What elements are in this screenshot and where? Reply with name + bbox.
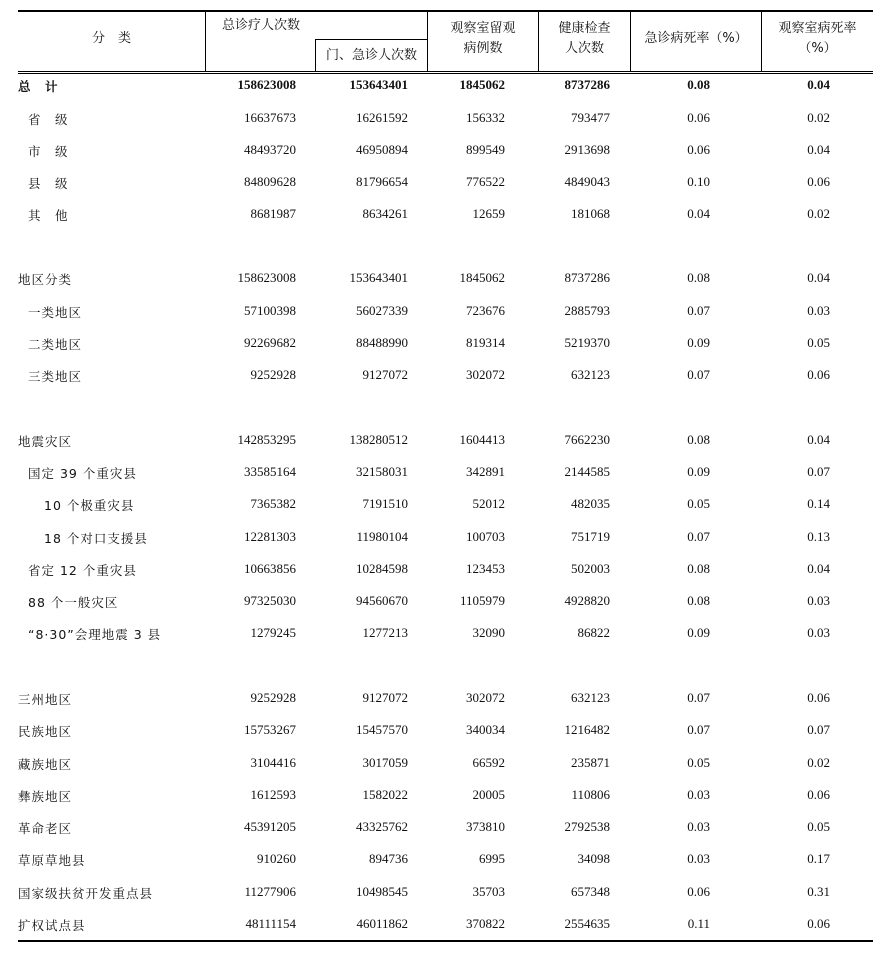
cell-total-visits: 92269682 xyxy=(244,335,296,350)
cell-outpatient-emergency: 16261592 xyxy=(356,110,408,125)
row-label: 18 个对口支援县 xyxy=(44,531,148,546)
row-label: 地区分类 xyxy=(18,272,73,287)
cell-emergency-mortality: 0.06 xyxy=(687,142,710,157)
table-row xyxy=(18,108,873,130)
cell-health-check: 8737286 xyxy=(564,270,610,285)
cell-observation-cases: 302072 xyxy=(466,367,505,382)
cell-emergency-mortality: 0.08 xyxy=(687,561,710,576)
cell-observation-cases: 723676 xyxy=(466,303,505,318)
header-observation-cases-line1: 观察室留观 xyxy=(450,21,516,36)
table-row xyxy=(18,623,873,645)
table-row xyxy=(18,365,873,387)
cell-outpatient-emergency: 138280512 xyxy=(349,432,408,447)
table-row xyxy=(18,172,873,194)
cell-total-visits: 910260 xyxy=(257,851,296,866)
cell-observation-mortality: 0.02 xyxy=(807,110,830,125)
cell-outpatient-emergency: 1582022 xyxy=(362,787,408,802)
table-row xyxy=(18,688,873,710)
cell-outpatient-emergency: 153643401 xyxy=(349,270,408,285)
cell-observation-mortality: 0.06 xyxy=(807,690,830,705)
cell-observation-mortality: 0.03 xyxy=(807,303,830,318)
row-label: 革命老区 xyxy=(18,821,73,836)
row-label: 草原草地县 xyxy=(18,853,86,868)
table-row xyxy=(18,559,873,581)
header-emergency-mortality: 急诊病死率（%） xyxy=(644,31,748,46)
table-row xyxy=(18,140,873,162)
cell-outpatient-emergency: 10284598 xyxy=(356,561,408,576)
header-bottom-rule-2 xyxy=(18,73,873,74)
cell-emergency-mortality: 0.09 xyxy=(687,335,710,350)
cell-observation-cases: 32090 xyxy=(472,625,505,640)
cell-health-check: 5219370 xyxy=(564,335,610,350)
cell-observation-cases: 302072 xyxy=(466,690,505,705)
row-label: 88 个一般灾区 xyxy=(28,595,119,610)
cell-emergency-mortality: 0.03 xyxy=(687,787,710,802)
row-label: 三类地区 xyxy=(28,369,83,384)
row-label: 县 级 xyxy=(28,176,69,191)
cell-outpatient-emergency: 9127072 xyxy=(362,690,408,705)
header-observation-mortality-line2: （%） xyxy=(798,41,837,56)
table-row xyxy=(18,753,873,775)
cell-total-visits: 158623008 xyxy=(237,77,296,92)
cell-emergency-mortality: 0.09 xyxy=(687,464,710,479)
cell-emergency-mortality: 0.07 xyxy=(687,690,710,705)
cell-outpatient-emergency: 3017059 xyxy=(362,755,408,770)
cell-observation-cases: 1105979 xyxy=(459,593,505,608)
cell-outpatient-emergency: 43325762 xyxy=(356,819,408,834)
row-label: 藏族地区 xyxy=(18,757,73,772)
row-label: 10 个极重灾县 xyxy=(44,498,135,513)
row-label: 二类地区 xyxy=(28,337,83,352)
cell-health-check: 2913698 xyxy=(564,142,610,157)
cell-outpatient-emergency: 46950894 xyxy=(356,142,408,157)
top-rule xyxy=(18,10,873,12)
cell-observation-mortality: 0.02 xyxy=(807,755,830,770)
cell-outpatient-emergency: 46011862 xyxy=(356,916,408,931)
cell-emergency-mortality: 0.03 xyxy=(687,819,710,834)
bottom-rule xyxy=(18,940,873,942)
row-label: 总 计 xyxy=(18,79,59,94)
cell-observation-mortality: 0.06 xyxy=(807,787,830,802)
header-subline xyxy=(315,39,427,40)
cell-total-visits: 97325030 xyxy=(244,593,296,608)
cell-observation-mortality: 0.17 xyxy=(807,851,830,866)
cell-observation-mortality: 0.06 xyxy=(807,174,830,189)
cell-observation-mortality: 0.06 xyxy=(807,916,830,931)
cell-outpatient-emergency: 9127072 xyxy=(362,367,408,382)
table-row xyxy=(18,882,873,904)
cell-emergency-mortality: 0.08 xyxy=(687,270,710,285)
cell-health-check: 4928820 xyxy=(564,593,610,608)
header-observation-mortality-line1: 观察室病死率 xyxy=(778,21,857,36)
cell-observation-mortality: 0.07 xyxy=(807,464,830,479)
cell-total-visits: 158623008 xyxy=(237,270,296,285)
cell-observation-cases: 20005 xyxy=(472,787,505,802)
cell-health-check: 34098 xyxy=(577,851,610,866)
cell-health-check: 181068 xyxy=(571,206,610,221)
cell-total-visits: 12281303 xyxy=(244,529,296,544)
cell-observation-cases: 819314 xyxy=(466,335,505,350)
cell-health-check: 110806 xyxy=(571,787,610,802)
cell-emergency-mortality: 0.08 xyxy=(687,432,710,447)
row-label: “8·30”会理地震 3 县 xyxy=(28,627,162,642)
cell-total-visits: 9252928 xyxy=(250,690,296,705)
table-row xyxy=(18,75,873,97)
cell-emergency-mortality: 0.03 xyxy=(687,851,710,866)
cell-health-check: 1216482 xyxy=(564,722,610,737)
cell-emergency-mortality: 0.09 xyxy=(687,625,710,640)
cell-observation-mortality: 0.05 xyxy=(807,335,830,350)
cell-emergency-mortality: 0.07 xyxy=(687,722,710,737)
cell-observation-mortality: 0.04 xyxy=(807,432,830,447)
header-total-visits: 总诊疗人次数 xyxy=(221,18,300,33)
cell-health-check: 751719 xyxy=(571,529,610,544)
cell-observation-mortality: 0.31 xyxy=(807,884,830,899)
cell-observation-cases: 340034 xyxy=(466,722,505,737)
cell-observation-mortality: 0.03 xyxy=(807,593,830,608)
cell-health-check: 2792538 xyxy=(564,819,610,834)
cell-observation-mortality: 0.04 xyxy=(807,270,830,285)
cell-outpatient-emergency: 94560670 xyxy=(356,593,408,608)
cell-observation-cases: 370822 xyxy=(466,916,505,931)
cell-total-visits: 45391205 xyxy=(244,819,296,834)
header-health-check-line2: 人次数 xyxy=(564,41,604,56)
cell-emergency-mortality: 0.06 xyxy=(687,884,710,899)
row-label: 国家级扶贫开发重点县 xyxy=(18,886,154,901)
cell-observation-cases: 1604413 xyxy=(459,432,505,447)
cell-total-visits: 84809628 xyxy=(244,174,296,189)
cell-health-check: 793477 xyxy=(571,110,610,125)
cell-total-visits: 10663856 xyxy=(244,561,296,576)
row-label: 扩权试点县 xyxy=(18,918,86,933)
cell-emergency-mortality: 0.07 xyxy=(687,529,710,544)
row-label: 省定 12 个重灾县 xyxy=(28,563,137,578)
header-bottom-rule xyxy=(18,71,873,72)
cell-emergency-mortality: 0.05 xyxy=(687,496,710,511)
cell-total-visits: 15753267 xyxy=(244,722,296,737)
cell-health-check: 2554635 xyxy=(564,916,610,931)
table-row xyxy=(18,527,873,549)
cell-outpatient-emergency: 11980104 xyxy=(356,529,408,544)
cell-observation-mortality: 0.03 xyxy=(807,625,830,640)
cell-outpatient-emergency: 894736 xyxy=(369,851,408,866)
cell-emergency-mortality: 0.11 xyxy=(687,916,710,931)
cell-total-visits: 11277906 xyxy=(244,884,296,899)
cell-total-visits: 1612593 xyxy=(250,787,296,802)
cell-emergency-mortality: 0.07 xyxy=(687,303,710,318)
cell-observation-mortality: 0.04 xyxy=(807,142,830,157)
cell-total-visits: 7365382 xyxy=(250,496,296,511)
table-row xyxy=(18,268,873,290)
cell-outpatient-emergency: 32158031 xyxy=(356,464,408,479)
cell-outpatient-emergency: 10498545 xyxy=(356,884,408,899)
cell-outpatient-emergency: 8634261 xyxy=(362,206,408,221)
cell-observation-cases: 100703 xyxy=(466,529,505,544)
cell-emergency-mortality: 0.04 xyxy=(687,206,710,221)
cell-outpatient-emergency: 81796654 xyxy=(356,174,408,189)
cell-health-check: 632123 xyxy=(571,690,610,705)
cell-observation-mortality: 0.02 xyxy=(807,206,830,221)
cell-emergency-mortality: 0.08 xyxy=(687,77,710,92)
row-label: 三州地区 xyxy=(18,692,73,707)
row-label: 省 级 xyxy=(28,112,69,127)
cell-observation-cases: 342891 xyxy=(466,464,505,479)
cell-total-visits: 1279245 xyxy=(250,625,296,640)
cell-outpatient-emergency: 153643401 xyxy=(349,77,408,92)
cell-health-check: 632123 xyxy=(571,367,610,382)
cell-emergency-mortality: 0.08 xyxy=(687,593,710,608)
table-row xyxy=(18,720,873,742)
cell-outpatient-emergency: 88488990 xyxy=(356,335,408,350)
table-row xyxy=(18,333,873,355)
cell-total-visits: 16637673 xyxy=(244,110,296,125)
row-label: 一类地区 xyxy=(28,305,83,320)
cell-observation-mortality: 0.07 xyxy=(807,722,830,737)
cell-health-check: 86822 xyxy=(577,625,610,640)
cell-observation-cases: 156332 xyxy=(466,110,505,125)
row-label: 地震灾区 xyxy=(18,434,73,449)
table-row xyxy=(18,430,873,452)
row-label: 彝族地区 xyxy=(18,789,73,804)
cell-observation-cases: 1845062 xyxy=(459,77,505,92)
table-row xyxy=(18,591,873,613)
header-observation-cases-line2: 病例数 xyxy=(463,41,503,56)
cell-observation-cases: 123453 xyxy=(466,561,505,576)
table-row xyxy=(18,301,873,323)
cell-observation-cases: 373810 xyxy=(466,819,505,834)
cell-total-visits: 48493720 xyxy=(244,142,296,157)
table-row xyxy=(18,817,873,839)
cell-health-check: 482035 xyxy=(571,496,610,511)
cell-outpatient-emergency: 15457570 xyxy=(356,722,408,737)
cell-total-visits: 57100398 xyxy=(244,303,296,318)
cell-observation-cases: 66592 xyxy=(472,755,505,770)
cell-observation-mortality: 0.05 xyxy=(807,819,830,834)
table-row xyxy=(18,849,873,871)
cell-total-visits: 3104416 xyxy=(250,755,296,770)
cell-emergency-mortality: 0.10 xyxy=(687,174,710,189)
cell-observation-cases: 12659 xyxy=(472,206,505,221)
cell-total-visits: 33585164 xyxy=(244,464,296,479)
row-label: 其 他 xyxy=(28,208,69,223)
cell-observation-cases: 52012 xyxy=(472,496,505,511)
cell-outpatient-emergency: 1277213 xyxy=(362,625,408,640)
cell-observation-cases: 899549 xyxy=(466,142,505,157)
row-label: 市 级 xyxy=(28,144,69,159)
cell-health-check: 2144585 xyxy=(564,464,610,479)
cell-observation-mortality: 0.13 xyxy=(807,529,830,544)
header-category: 分 类 xyxy=(91,31,131,46)
row-label: 民族地区 xyxy=(18,724,73,739)
cell-observation-mortality: 0.06 xyxy=(807,367,830,382)
cell-observation-cases: 6995 xyxy=(479,851,505,866)
table-row xyxy=(18,494,873,516)
cell-health-check: 7662230 xyxy=(564,432,610,447)
cell-emergency-mortality: 0.07 xyxy=(687,367,710,382)
table-row xyxy=(18,914,873,936)
cell-outpatient-emergency: 56027339 xyxy=(356,303,408,318)
cell-health-check: 235871 xyxy=(571,755,610,770)
cell-health-check: 2885793 xyxy=(564,303,610,318)
cell-total-visits: 9252928 xyxy=(250,367,296,382)
cell-observation-cases: 35703 xyxy=(472,884,505,899)
table-row xyxy=(18,462,873,484)
header-outpatient-emergency: 门、急诊人次数 xyxy=(325,48,417,63)
cell-outpatient-emergency: 7191510 xyxy=(362,496,408,511)
cell-total-visits: 8681987 xyxy=(250,206,296,221)
cell-total-visits: 142853295 xyxy=(237,432,296,447)
header-health-check-line1: 健康检查 xyxy=(558,21,611,36)
cell-emergency-mortality: 0.06 xyxy=(687,110,710,125)
row-label: 国定 39 个重灾县 xyxy=(28,466,137,481)
table-row xyxy=(18,785,873,807)
cell-health-check: 657348 xyxy=(571,884,610,899)
cell-observation-mortality: 0.04 xyxy=(807,561,830,576)
cell-health-check: 8737286 xyxy=(564,77,610,92)
cell-health-check: 502003 xyxy=(571,561,610,576)
table-row xyxy=(18,204,873,226)
cell-observation-mortality: 0.04 xyxy=(807,77,830,92)
cell-observation-cases: 1845062 xyxy=(459,270,505,285)
cell-emergency-mortality: 0.05 xyxy=(687,755,710,770)
cell-observation-mortality: 0.14 xyxy=(807,496,830,511)
cell-total-visits: 48111154 xyxy=(245,916,296,931)
cell-observation-cases: 776522 xyxy=(466,174,505,189)
cell-health-check: 4849043 xyxy=(564,174,610,189)
